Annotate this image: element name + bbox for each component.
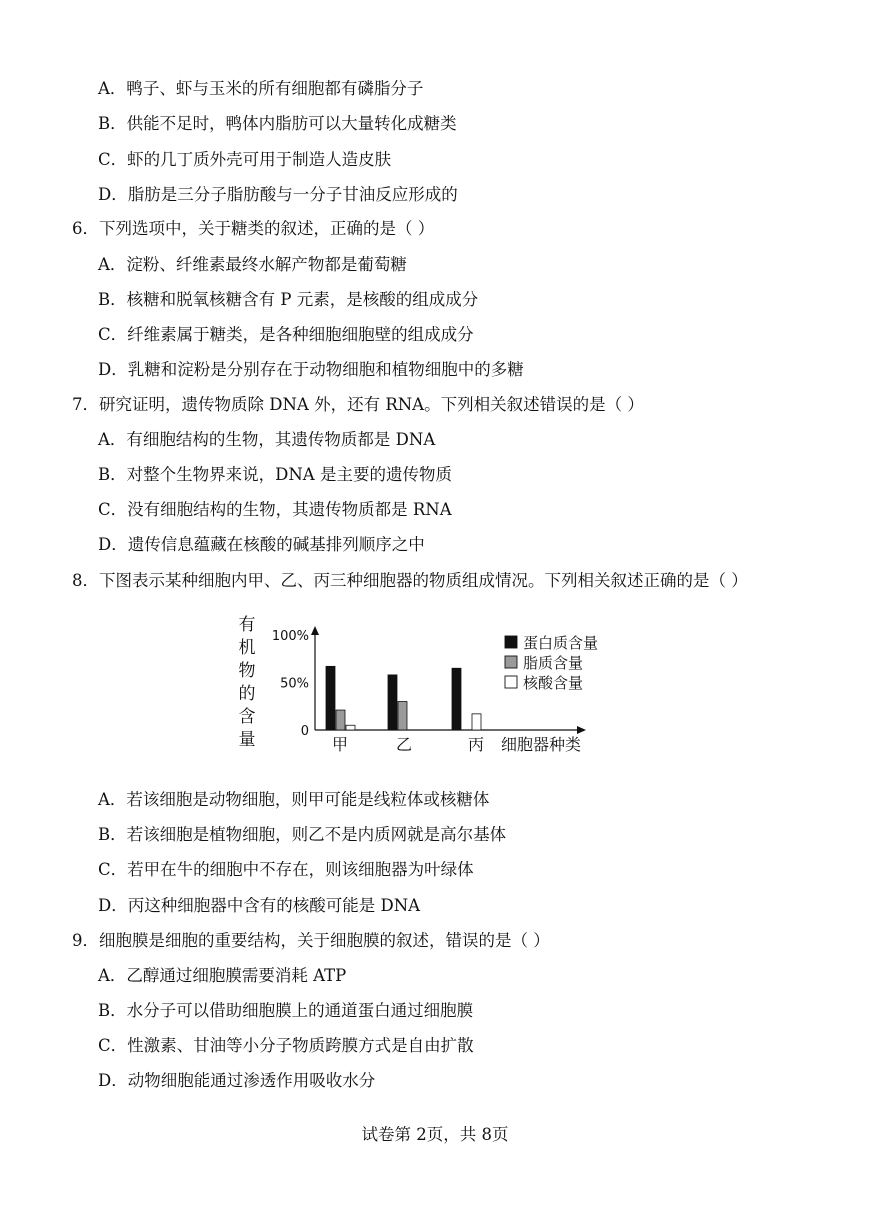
y-axis-label-char: 有 [238, 615, 256, 635]
y-axis-label-char: 含 [238, 707, 256, 727]
q6-option-c: C．纤维素属于糖类，是各种细胞细胞壁的组成成分 [98, 325, 474, 344]
q6-option-d: D．乳糖和淀粉是分别存在于动物细胞和植物细胞中的多糖 [98, 360, 524, 379]
bar-2-1 [388, 675, 397, 730]
question-9: 9．细胞膜是细胞的重要结构，关于细胞膜的叙述，错误的是（ ） [72, 931, 550, 950]
y-axis-label-char: 的 [238, 684, 256, 704]
y-tick-label: 0 [300, 724, 309, 739]
q9-option-c: C．性激素、甘油等小分子物质跨膜方式是自由扩散 [98, 1036, 474, 1055]
bar-1-1 [326, 666, 335, 730]
bar-2-2 [398, 702, 407, 731]
x-axis-categories [332, 735, 484, 754]
q7-option-a: A．有细胞结构的生物，其遗传物质都是 DNA [98, 430, 436, 449]
y-axis-label [239, 615, 256, 750]
q5-option-b: B．供能不足时，鸭体内脂肪可以大量转化成糖类 [98, 114, 457, 133]
organelle-composition-chart [225, 605, 625, 765]
bar-1-2 [336, 710, 345, 730]
legend-label: 脂质含量 [523, 654, 584, 672]
y-axis-label-char: 机 [238, 638, 256, 658]
bar-3-3 [472, 714, 481, 730]
q9-option-d: D．动物细胞能通过渗透作用吸收水分 [98, 1071, 376, 1090]
page-footer: 试卷第 2页，共 8页 [361, 1125, 509, 1144]
x-category-label: 乙 [395, 735, 413, 754]
q9-option-a: A．乙醇通过细胞膜需要消耗 ATP [98, 966, 347, 985]
q5-option-c: C．虾的几丁质外壳可用于制造人造皮肤 [98, 150, 392, 169]
q7-option-d: D．遗传信息蕴藏在核酸的碱基排列顺序之中 [98, 535, 425, 554]
chart-legend [505, 634, 598, 692]
bar-1-3 [346, 725, 355, 730]
x-category-label: 甲 [331, 735, 349, 754]
y-axis-label-char: 物 [238, 661, 256, 681]
legend-label: 蛋白质含量 [523, 634, 599, 652]
q8-option-a: A．若该细胞是动物细胞，则甲可能是线粒体或核糖体 [98, 790, 490, 809]
y-tick-label: 100% [271, 629, 309, 644]
y-axis-label-char: 量 [238, 730, 256, 750]
chart-bars [326, 666, 481, 730]
q7-option-b: B．对整个生物界来说，DNA 是主要的遗传物质 [98, 465, 452, 484]
x-axis-label: 细胞器种类 [501, 735, 582, 754]
y-axis-arrow [311, 626, 319, 635]
q6-option-b: B．核糖和脱氧核糖含有 P 元素，是核酸的组成成分 [98, 290, 479, 309]
question-8: 8．下图表示某种细胞内甲、乙、丙三种细胞器的物质组成情况。下列相关叙述正确的是（ ） [72, 571, 748, 590]
bar-3-1 [452, 668, 461, 730]
q8-option-d: D．丙这种细胞器中含有的核酸可能是 DNA [98, 896, 421, 915]
y-tick-label: 50% [280, 676, 309, 692]
y-axis-ticks [272, 629, 309, 739]
q8-option-b: B．若该细胞是植物细胞，则乙不是内质网就是高尔基体 [98, 825, 507, 844]
q5-option-a: A．鸭子、虾与玉米的所有细胞都有磷脂分子 [98, 79, 424, 98]
q5-option-d: D．脂肪是三分子脂肪酸与一分子甘油反应形成的 [98, 185, 458, 204]
q7-option-c: C．没有细胞结构的生物，其遗传物质都是 RNA [98, 500, 452, 519]
x-axis-arrow [577, 726, 586, 734]
x-category-label: 丙 [467, 735, 485, 754]
q9-option-b: B．水分子可以借助细胞膜上的通道蛋白通过细胞膜 [98, 1001, 474, 1020]
question-6: 6．下列选项中，关于糖类的叙述，正确的是（ ） [72, 219, 435, 238]
q6-option-a: A．淀粉、纤维素最终水解产物都是葡萄糖 [98, 255, 407, 274]
legend-label: 核酸含量 [523, 674, 584, 692]
legend-swatch [505, 636, 517, 648]
q8-option-c: C．若甲在牛的细胞中不存在，则该细胞器为叶绿体 [98, 860, 474, 879]
legend-swatch [505, 676, 517, 688]
question-7: 7．研究证明，遗传物质除 DNA 外，还有 RNA。下列相关叙述错误的是（ ） [72, 395, 644, 414]
legend-swatch [505, 656, 517, 668]
